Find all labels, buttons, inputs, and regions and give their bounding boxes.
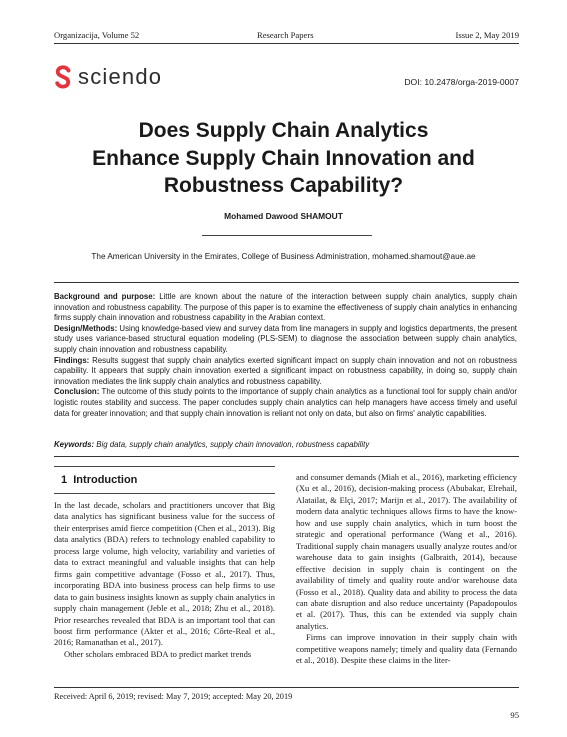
body-column-right [296, 472, 517, 667]
abstract-top-rule [54, 282, 519, 283]
abstract [54, 292, 517, 419]
paragraph: and consumer demands (Miah et al., 2016), marketing efficiency (Xu et al., 2016), decision-making process (Abubakar, Elrehail, Alatailat, & Elçi, 2017; Marijn et al., 2017). The availability of modern data analytic techniques allows firms to have the know-how and use supply chain analytics, which in turn boost the strategic and operational performance (Wang et al., 2016). Traditional supply chain managers usually analyze routes and/or warehouse data to gain insights (Galbraith, 2014), because effective decision in supply chain is contingent on the availability of timely and quality route and/or warehouse data (Fosso et al., 2018). Quality data and ability to process the data can abate disruption and also reduce uncertainty (Papadopoulos et al. (2017). Thus, this can be extended via supply chain analytics. [296, 472, 517, 631]
sciendo-logo [54, 64, 162, 90]
journal-volume: Organizacija, Volume 52 [54, 30, 140, 40]
abstract-conclusion [54, 387, 517, 419]
doi[interactable]: DOI: 10.2478/orga-2019-0007 [404, 77, 519, 87]
abstract-text: Results suggest that supply chain analytics exerted significant impact on supply chain innovation and not on robustness capability. It appears that supply chain innovation exerted a significant impact on robustness capability, in doing so, supply chain innovation mediates the link supply chain analytics and robustness capability. [54, 355, 517, 386]
author-name: Mohamed Dawood SHAMOUT [224, 211, 343, 221]
section-title: Introduction [73, 474, 138, 486]
paragraph: In the last decade, scholars and practitioners uncover that Big data analytics has significant business value for the success of their enterprises amid fierce competition (Chen et al., 2013). Big data analytics (BDA) refers to technology enabled capability to process large volume, high velocity, variability and varieties of data to extract meaningful and valuable insights that can help firms gain competitive advantage (Fosso et al., 2017). Thus, incorporating BDA into business process can help firms to use data to gain business insights known as supply chain analytics in supply chain management (Jeble et al., 2018; Zhu et al., 2018). Prior researches revealed that BDA is an important tool that can boost firm performance (Akter et al., 2016; Côrte-Real et al., 2016; Ramanathan et al., 2017). [54, 500, 275, 648]
abstract-text: Little are known about the nature of the interaction between supply chain analytics, supply chain innovation and robustness capability. The purpose of this paper is to examine the effectiveness of supply chain analytics in enhancing firms supply chain innovation and robustness capability in the Arabian context. [54, 292, 517, 323]
affiliation: The American University in the Emirates, College of Business Administration, mohamed.shamout@aue.ae [91, 252, 476, 261]
abstract-label: Background and purpose: [54, 292, 156, 301]
abstract-label: Conclusion: [54, 387, 100, 397]
author-rule [202, 235, 372, 236]
title-line: Does Supply Chain Analytics [138, 119, 429, 142]
sciendo-wordmark: sciendo [78, 64, 163, 89]
issue-date: Issue 2, May 2019 [455, 30, 519, 40]
abstract-bottom-rule [54, 456, 519, 457]
paper-title [0, 117, 567, 200]
abstract-design [54, 324, 517, 356]
footer-rule [54, 687, 519, 688]
keywords-label: Keywords: [54, 440, 95, 449]
section-number: 1 [61, 474, 68, 486]
paragraph: Other scholars embraced BDA to predict market trends [64, 648, 252, 659]
section-label: Research Papers [257, 30, 314, 40]
section-heading [61, 474, 137, 486]
keywords [54, 440, 517, 449]
title-line: Enhance Supply Chain Innovation and [92, 146, 475, 170]
header-rule [54, 43, 519, 44]
received-dates: Received: April 6, 2019; revised: May 7, 2019; accepted: May 20, 2019 [54, 692, 293, 701]
body-column-left [54, 500, 275, 660]
sciendo-s-icon [54, 65, 72, 89]
title-line: Robustness Capability? [163, 174, 404, 197]
abstract-text: The outcome of this study points to the importance of supply chain analytics as a functional tool for supply chain and/or logistic routes stability and success. The paper concludes supply chain analytics can help managers have access timely and useful data for greater innovation; and that supply chain innovation is reliant not only on data, but also on firms' analytic capabilities. [54, 387, 517, 418]
abstract-background [54, 292, 517, 324]
abstract-label: Findings: [54, 355, 90, 365]
abstract-label: Design/Methods: [54, 323, 118, 333]
paragraph: Firms can improve innovation in their supply chain with competitive weapons namely; timely and quality data (Fernando et al., 2018). Despite these claims in the liter- [296, 632, 517, 666]
keywords-text: Big data, supply chain analytics, supply chain innovation, robustness capability [94, 440, 370, 449]
abstract-text: Using knowledge-based view and survey data from line managers in supply and logistics departments, the present study uses variance-based structural equation modeling (PLS-SEM) to diagnose the association between supply chain analytics, supply chain innovation and robustness capability. [54, 323, 517, 354]
abstract-findings [54, 356, 517, 388]
page-number: 95 [510, 710, 519, 720]
